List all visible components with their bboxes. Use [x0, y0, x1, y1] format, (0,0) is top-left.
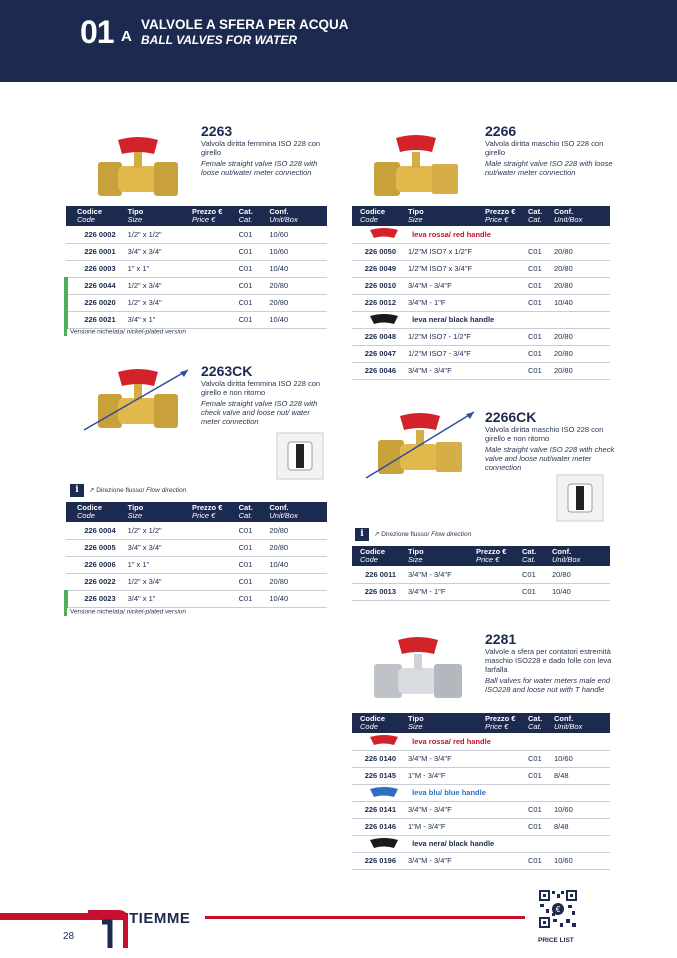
category-cell: C01 — [239, 294, 270, 311]
price-cell — [192, 277, 239, 294]
product-code-cell: 226 0013 — [352, 583, 408, 600]
unit-box-cell: 10/40 — [552, 583, 610, 600]
size-cell: 3/4" x 1" — [128, 311, 192, 328]
unit-box-cell: 20/80 — [269, 539, 327, 556]
table-row — [66, 556, 327, 573]
size-cell: 3/4"M - 3/4"F — [408, 852, 485, 869]
size-cell: 1/2" x 3/4" — [128, 573, 192, 590]
unit-box-cell: 10/60 — [554, 801, 610, 818]
product-code-cell: 226 0140 — [352, 750, 408, 767]
product-code-cell: 226 0004 — [66, 522, 128, 539]
table-header: Codice Code Tipo Size Prezzo € Price € Cat. Cat. Conf. Unit/Box — [352, 206, 610, 226]
table-row — [352, 767, 610, 784]
size-cell: 3/4"M - 1"F — [408, 583, 476, 600]
category-cell: C01 — [239, 243, 270, 260]
product-code-cell: 226 0023 — [66, 590, 128, 607]
check-valve-insert-photo — [556, 474, 604, 522]
unit-box-cell: 10/60 — [554, 852, 610, 869]
table-row — [352, 818, 610, 835]
unit-box-cell: 20/80 — [554, 328, 610, 345]
table-row — [352, 852, 610, 869]
category-cell: C01 — [239, 311, 270, 328]
size-cell: 3/4"M - 1"F — [408, 294, 485, 311]
category-cell: C01 — [239, 539, 270, 556]
price-cell — [192, 590, 239, 607]
unit-box-cell: 20/80 — [554, 345, 610, 362]
chapter-letter: A — [121, 28, 132, 45]
table-row — [66, 294, 327, 311]
price-cell — [192, 573, 239, 590]
table-row — [66, 260, 327, 277]
unit-box-cell: 10/40 — [269, 260, 327, 277]
size-cell: 1/2"M ISO7 - 1/2"F — [408, 328, 485, 345]
category-cell: C01 — [528, 294, 554, 311]
product-code: 2266CK — [485, 409, 537, 425]
category-cell: C01 — [239, 277, 270, 294]
product-code-cell: 226 0046 — [352, 362, 408, 379]
category-cell: C01 — [528, 767, 554, 784]
product-code: 2263 — [201, 123, 233, 139]
table-header: Codice Code Tipo Size Prezzo € Price € Cat. Cat. Conf. Unit/Box — [66, 502, 327, 522]
product-code-cell: 226 0146 — [352, 818, 408, 835]
unit-box-cell: 8/48 — [554, 818, 610, 835]
category-cell: C01 — [239, 522, 270, 539]
product-description-it: Valvola diritta femmina ISO 228 con girello e non ritorno — [201, 379, 321, 397]
price-cell — [192, 294, 239, 311]
category-cell: C01 — [528, 818, 554, 835]
handle-group-black: leva nera/ black handle — [352, 311, 610, 328]
unit-box-cell: 20/80 — [269, 277, 327, 294]
price-cell — [485, 750, 528, 767]
table-row — [352, 243, 610, 260]
product-code-cell: 226 0047 — [352, 345, 408, 362]
brand-name: TIEMME — [129, 910, 191, 927]
valve-2263-photo — [88, 132, 188, 204]
category-cell: C01 — [522, 566, 552, 583]
unit-box-cell: 20/80 — [269, 294, 327, 311]
size-cell: 3/4"M - 3/4"F — [408, 566, 476, 583]
size-cell: 3/4" x 3/4" — [128, 243, 192, 260]
category-cell: C01 — [528, 260, 554, 277]
size-cell: 1"M - 3/4"F — [408, 767, 485, 784]
size-cell: 1/2" x 3/4" — [128, 277, 192, 294]
size-cell: 1/2"M ISO7 x 1/2"F — [408, 243, 485, 260]
product-description-it: Valvola diritta maschio ISO 228 con girello — [485, 139, 604, 157]
product-description-en: Male straight valve ISO 228 with loose nut/water meter connection — [485, 159, 613, 177]
table-row — [352, 362, 610, 379]
price-cell — [192, 556, 239, 573]
table-row — [352, 345, 610, 362]
price-cell — [485, 260, 528, 277]
spec-table-2266ck — [352, 546, 610, 601]
handle-group-red: leva rossa/ red handle — [352, 226, 610, 243]
unit-box-cell: 20/80 — [554, 277, 610, 294]
info-icon: i — [70, 484, 84, 497]
category-cell: C01 — [528, 750, 554, 767]
size-cell: 3/4"M - 3/4"F — [408, 277, 485, 294]
price-cell — [485, 767, 528, 784]
handle-group-black: leva nera/ black handle — [352, 835, 610, 852]
price-cell — [485, 345, 528, 362]
table-row — [66, 522, 327, 539]
product-description-en: Male straight valve ISO 228 with check valve and loose nut/water meter connection — [485, 445, 615, 472]
table-row — [352, 801, 610, 818]
qr-code-icon[interactable] — [538, 889, 578, 935]
category-cell: C01 — [239, 260, 270, 277]
unit-box-cell: 10/60 — [554, 750, 610, 767]
handle-group-red: leva rossa/ red handle — [352, 733, 610, 750]
size-cell: 1/2" x 3/4" — [128, 294, 192, 311]
product-code-cell: 226 0011 — [352, 566, 408, 583]
red-handle-icon — [370, 228, 398, 240]
category-cell: C01 — [239, 573, 270, 590]
price-cell — [485, 362, 528, 379]
unit-box-cell: 10/40 — [269, 590, 327, 607]
table-header: Codice Code Tipo Size Prezzo € Price € Cat. Cat. Conf. Unit/Box — [352, 713, 610, 733]
product-code-cell: 226 0012 — [352, 294, 408, 311]
product-code-cell: 226 0005 — [66, 539, 128, 556]
unit-box-cell: 8/48 — [554, 767, 610, 784]
unit-box-cell: 20/80 — [554, 362, 610, 379]
unit-box-cell: 20/80 — [552, 566, 610, 583]
category-cell: C01 — [528, 277, 554, 294]
table-row — [66, 226, 327, 243]
price-cell — [485, 294, 528, 311]
product-code-cell: 226 0050 — [352, 243, 408, 260]
product-code-cell: 226 0022 — [66, 573, 128, 590]
product-code-cell: 226 0002 — [66, 226, 128, 243]
table-row — [352, 583, 610, 600]
size-cell: 3/4"M - 3/4"F — [408, 750, 485, 767]
product-code-cell: 226 0003 — [66, 260, 128, 277]
chapter-number: 01 — [80, 14, 114, 50]
price-cell — [192, 539, 239, 556]
table-row — [352, 260, 610, 277]
price-cell — [192, 243, 239, 260]
price-cell — [476, 566, 522, 583]
valve-2266ck-photo — [362, 408, 476, 482]
product-code-cell: 226 0001 — [66, 243, 128, 260]
table-header: Codice Code Tipo Size Prezzo € Price € Cat. Cat. Conf. Unit/Box — [352, 546, 610, 566]
size-cell: 1/2" x 1/2" — [128, 226, 192, 243]
table-header: Codice Code Tipo Size Prezzo € Price € Cat. Cat. Conf. Unit/Box — [66, 206, 327, 226]
blue-handle-icon — [370, 787, 398, 799]
price-list-label: PRICE LIST — [538, 937, 574, 944]
flow-direction-info: i ↗ Direzione flusso/ Flow direction — [70, 484, 186, 497]
unit-box-cell: 10/40 — [269, 311, 327, 328]
svg-text:€: € — [555, 905, 561, 914]
size-cell: 3/4"M - 3/4"F — [408, 801, 485, 818]
category-cell: C01 — [239, 556, 270, 573]
product-code-cell: 226 0049 — [352, 260, 408, 277]
unit-box-cell: 20/80 — [554, 243, 610, 260]
price-cell — [192, 311, 239, 328]
product-description-en: Ball valves for water meters male end ISO228 and loose nut with T handle — [485, 676, 611, 694]
price-cell — [485, 277, 528, 294]
category-cell: C01 — [239, 590, 270, 607]
price-cell — [485, 243, 528, 260]
table-row — [352, 294, 610, 311]
size-cell: 1/2"M ISO7 - 3/4"F — [408, 345, 485, 362]
category-cell: C01 — [528, 852, 554, 869]
valve-2281-photo — [364, 634, 470, 706]
handle-group-blue: leva blu/ blue handle — [352, 784, 610, 801]
size-cell: 3/4" x 3/4" — [128, 539, 192, 556]
price-cell — [192, 522, 239, 539]
category-cell: C01 — [528, 362, 554, 379]
product-description-it: Valvola diritta femmina ISO 228 con girello — [201, 139, 321, 157]
unit-box-cell: 10/40 — [554, 294, 610, 311]
price-cell — [192, 226, 239, 243]
product-code: 2281 — [485, 631, 517, 647]
table-row — [66, 573, 327, 590]
size-cell: 1/2" x 1/2" — [128, 522, 192, 539]
nickel-note: Versione nichelata/ nickel-plated version — [64, 328, 186, 336]
product-description-it: Valvola diritta maschio ISO 228 con girello e non ritorno — [485, 425, 604, 443]
flow-direction-info: i ↗ Direzione flusso/ Flow direction — [355, 528, 471, 541]
product-code-cell: 226 0145 — [352, 767, 408, 784]
unit-box-cell: 10/60 — [269, 226, 327, 243]
brand-logo-mark — [88, 910, 128, 948]
table-row — [66, 243, 327, 260]
nickel-note: Versione nichelata/ nickel-plated version — [64, 608, 186, 616]
price-cell — [476, 583, 522, 600]
table-row — [66, 539, 327, 556]
product-description-it: Valvole a sfera per contatori estremità maschio ISO228 e dado folle con leva farfalla — [485, 647, 612, 674]
product-code-cell: 226 0010 — [352, 277, 408, 294]
valve-2266-photo — [360, 132, 470, 204]
price-cell — [485, 801, 528, 818]
info-icon: i — [355, 528, 369, 541]
table-row — [352, 328, 610, 345]
unit-box-cell: 20/80 — [554, 260, 610, 277]
product-code: 2266 — [485, 123, 517, 139]
chapter-header — [0, 0, 677, 82]
size-cell: 1" x 1" — [128, 556, 192, 573]
category-cell: C01 — [528, 243, 554, 260]
unit-box-cell: 20/80 — [269, 522, 327, 539]
category-cell: C01 — [528, 328, 554, 345]
spec-table-2281 — [352, 713, 610, 870]
product-code-cell: 226 0020 — [66, 294, 128, 311]
product-description-en: Female straight valve ISO 228 with loose nut/water meter connection — [201, 159, 318, 177]
price-cell — [485, 852, 528, 869]
product-code-cell: 226 0044 — [66, 277, 128, 294]
category-cell: C01 — [528, 345, 554, 362]
spec-table-2263ck — [64, 502, 327, 608]
black-handle-icon — [370, 838, 398, 850]
spec-table-2266 — [352, 206, 610, 380]
size-cell: 3/4"M - 3/4"F — [408, 362, 485, 379]
price-cell — [485, 328, 528, 345]
footer-red-line — [205, 916, 525, 919]
unit-box-cell: 10/40 — [269, 556, 327, 573]
table-row — [66, 311, 327, 328]
price-cell — [192, 260, 239, 277]
product-code-cell: 226 0048 — [352, 328, 408, 345]
table-row — [66, 277, 327, 294]
check-valve-insert-photo — [276, 432, 324, 480]
red-handle-icon — [370, 735, 398, 747]
product-code: 2263CK — [201, 363, 253, 379]
product-code-cell: 226 0141 — [352, 801, 408, 818]
table-row — [352, 277, 610, 294]
unit-box-cell: 20/80 — [269, 573, 327, 590]
size-cell: 1/2"M ISO7 x 3/4"F — [408, 260, 485, 277]
product-description-en: Female straight valve ISO 228 with check valve and loose nut/ water meter connection — [201, 399, 318, 426]
table-row — [352, 750, 610, 767]
chapter-subtitle: BALL VALVES FOR WATER — [141, 33, 298, 47]
valve-2263ck-photo — [80, 364, 190, 436]
chapter-title: VALVOLE A SFERA PER ACQUA — [141, 17, 349, 32]
table-row — [66, 590, 327, 607]
price-cell — [485, 818, 528, 835]
spec-table-2263 — [64, 206, 327, 329]
product-code-cell: 226 0196 — [352, 852, 408, 869]
unit-box-cell: 10/60 — [269, 243, 327, 260]
category-cell: C01 — [528, 801, 554, 818]
category-cell: C01 — [239, 226, 270, 243]
category-cell: C01 — [522, 583, 552, 600]
size-cell: 1" x 1" — [128, 260, 192, 277]
black-handle-icon — [370, 314, 398, 326]
product-code-cell: 226 0006 — [66, 556, 128, 573]
table-row — [352, 566, 610, 583]
product-code-cell: 226 0021 — [66, 311, 128, 328]
size-cell: 3/4" x 1" — [128, 590, 192, 607]
page-number: 28 — [63, 931, 75, 942]
size-cell: 1"M - 3/4"F — [408, 818, 485, 835]
